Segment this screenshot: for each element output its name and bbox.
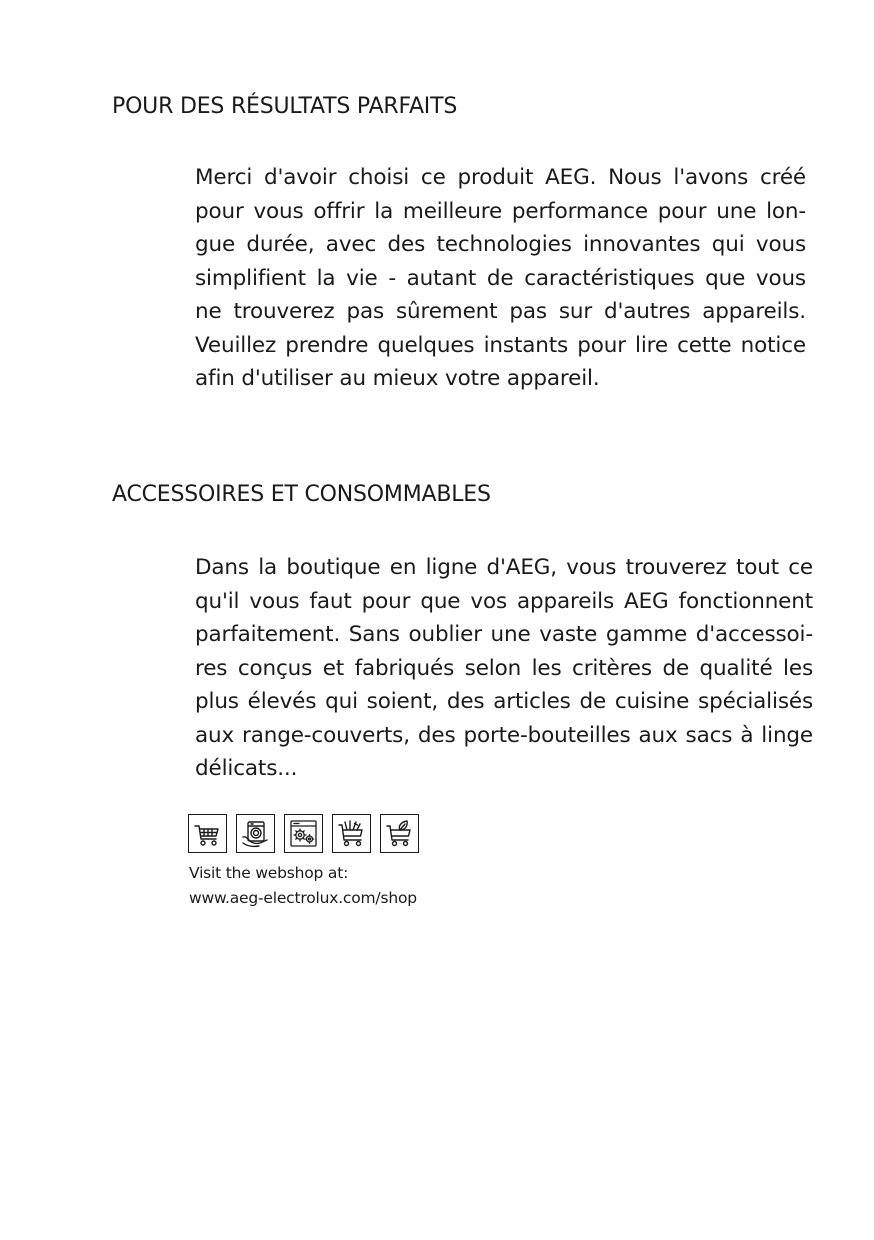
paragraph-line: simplifient la vie - autant de caractéristiques que vous <box>195 265 806 291</box>
paragraph-line: qu'il vous faut pour que vos appareils AEG fonctionnent <box>195 588 813 614</box>
paragraph-line: Merci d'avoir choisi ce produit AEG. Nous l'avons créé <box>195 165 806 190</box>
washing-machine-hand-icon <box>236 814 275 853</box>
section-heading-results: POUR DES RÉSULTATS PARFAITS <box>112 94 458 119</box>
cart-with-leaf-icon <box>380 814 419 853</box>
paragraph-line: Dans la boutique en ligne d'AEG, vous trouverez tout ce <box>195 555 813 580</box>
paragraph-line: plus élevés qui soient, des articles de cuisine spécialisés <box>195 689 813 714</box>
section-heading-accessories: ACCESSOIRES ET CONSOMMABLES <box>112 482 491 507</box>
paragraph-line: parfaitement. Sans oublier une vaste gamme d'accessoi- <box>195 622 813 647</box>
webshop-label: Visit the webshop at: <box>189 864 349 882</box>
gears-appliance-icon <box>284 814 323 853</box>
paragraph-line: ne trouverez pas sûrement pas sur d'autres appareils. <box>195 299 806 324</box>
shopping-cart-icon <box>188 814 227 853</box>
webshop-icon-strip <box>188 814 419 853</box>
paragraph-line: pour vous offrir la meilleure performance pour une lon- <box>195 198 806 224</box>
paragraph-line: res conçus et fabriqués selon les critères de qualité les <box>195 655 813 681</box>
paragraph-line: Veuillez prendre quelques instants pour lire cette notice <box>195 332 806 358</box>
cart-with-kitchen-tools-icon <box>332 814 371 853</box>
paragraph-line: aux range-couverts, des porte-bouteilles aux sacs à linge <box>195 722 813 748</box>
paragraph-line: gue durée, avec des technologies innovantes qui vous <box>195 232 806 257</box>
paragraph-line: délicats... <box>195 756 298 781</box>
webshop-url-link[interactable]: www.aeg-electrolux.com/shop <box>189 889 417 907</box>
paragraph-line: afin d'utiliser au mieux votre appareil. <box>195 366 600 391</box>
accessories-paragraph <box>195 551 813 786</box>
intro-paragraph <box>195 161 806 396</box>
